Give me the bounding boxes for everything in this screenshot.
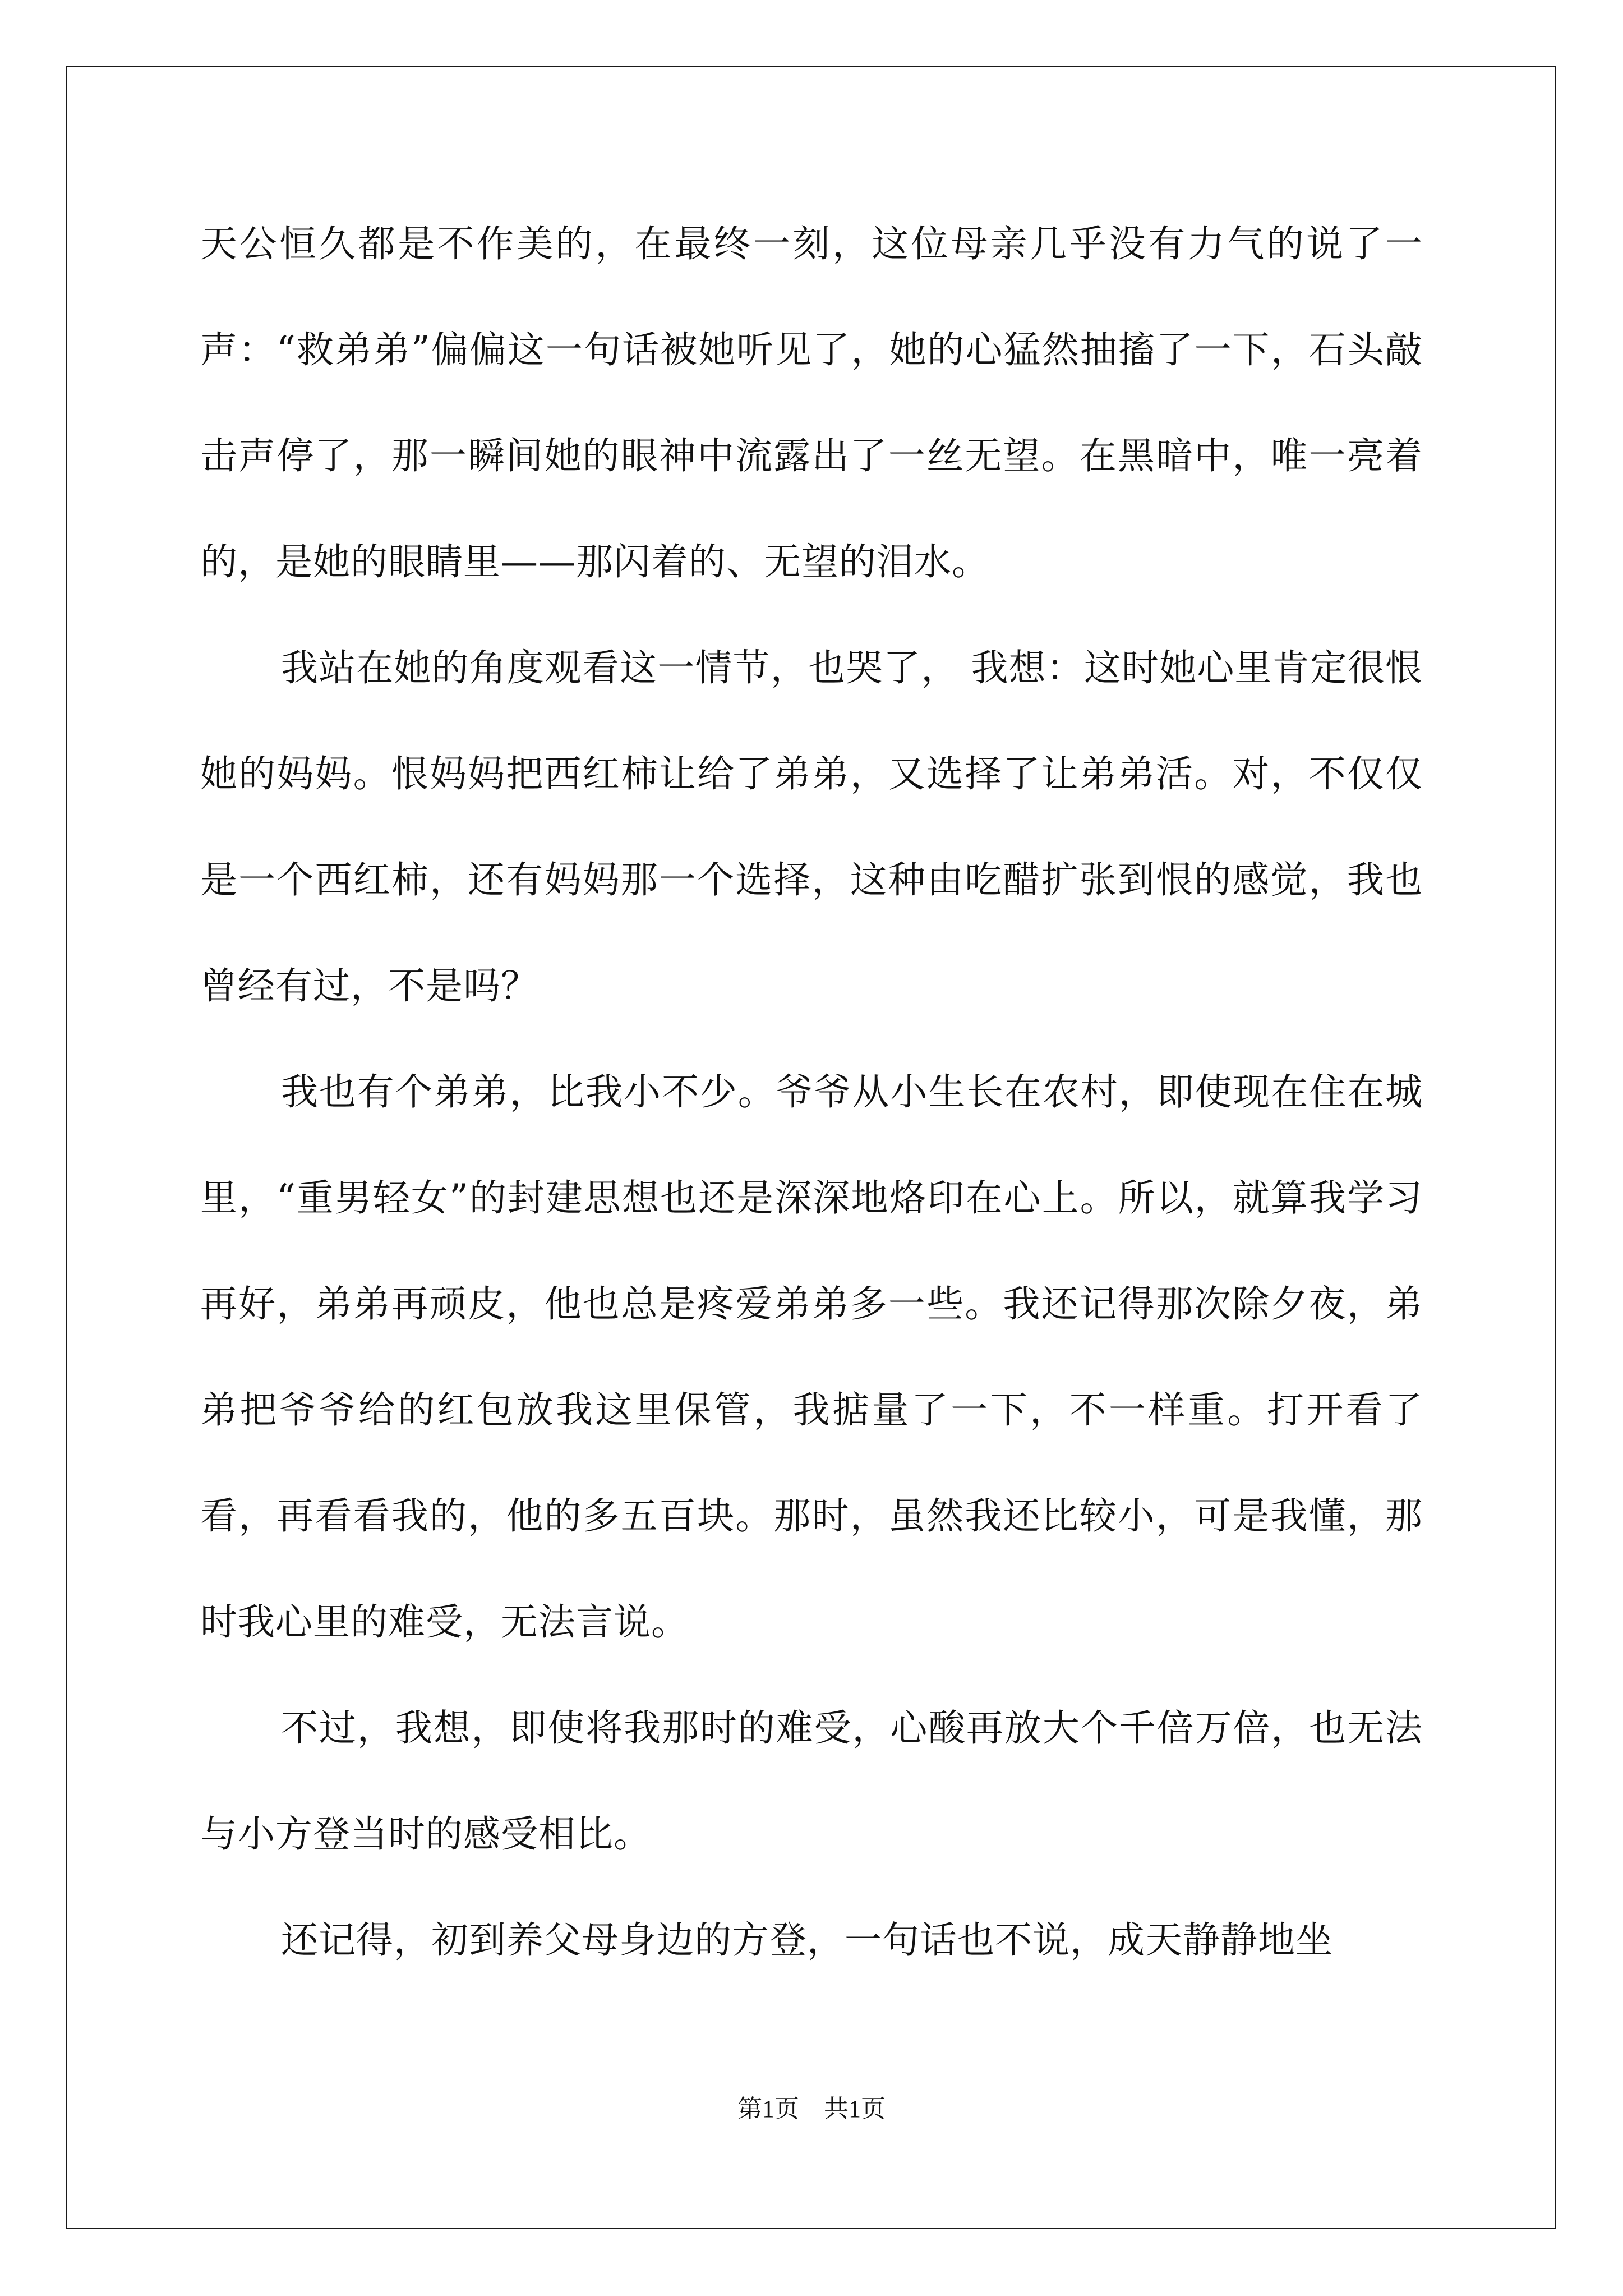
paragraph-5: 还记得，初到养父母身边的方登，一句话也不说，成天静静地坐 [281,1918,1333,1962]
page-number-current: 第1页 [737,2095,799,2123]
page-footer [0,2092,1623,2126]
paragraph-1: 天公恒久都是不作美的，在最终一刻，这位母亲几乎没有力气的说了一声：“救弟弟”偏偏这一句话被她听见了，她的心猛然抽搐了一下，石头敲击声停了，那一瞬间她的眼神中流露出了一丝无望。在黑暗中，唯一亮着的，是她的眼睛里——那闪着的、无望的泪水。 [200,222,1423,583]
page-number-total: 共1页 [824,2095,886,2123]
paragraph-2: 我站在她的角度观看这一情节，也哭了， 我想：这时她心里肯定很恨她的妈妈。恨妈妈把西红柿让给了弟弟，又选择了让弟弟活。对，不仅仅是一个西红柿，还有妈妈那一个选择，这种由吃醋扩张到恨的感觉，我也曾经有过，不是吗？ [200,646,1423,1007]
paragraph-3: 我也有个弟弟，比我小不少。爷爷从小生长在农村，即使现在住在城里，“重男轻女”的封建思想也还是深深地烙印在心上。所以，就算我学习再好，弟弟再顽皮，他也总是疼爱弟弟多一些。我还记得那次除夕夜，弟弟把爷爷给的红包放我这里保管，我掂量了一下，不一样重。打开看了看，再看看我的，他的多五百块。那时，虽然我还比较小，可是我懂，那时我心里的难受，无法言说。 [200,1070,1423,1644]
paragraph-4: 不过，我想，即使将我那时的难受，心酸再放大个千倍万倍，也无法与小方登当时的感受相比。 [200,1706,1423,1856]
document-body [200,191,1423,1993]
